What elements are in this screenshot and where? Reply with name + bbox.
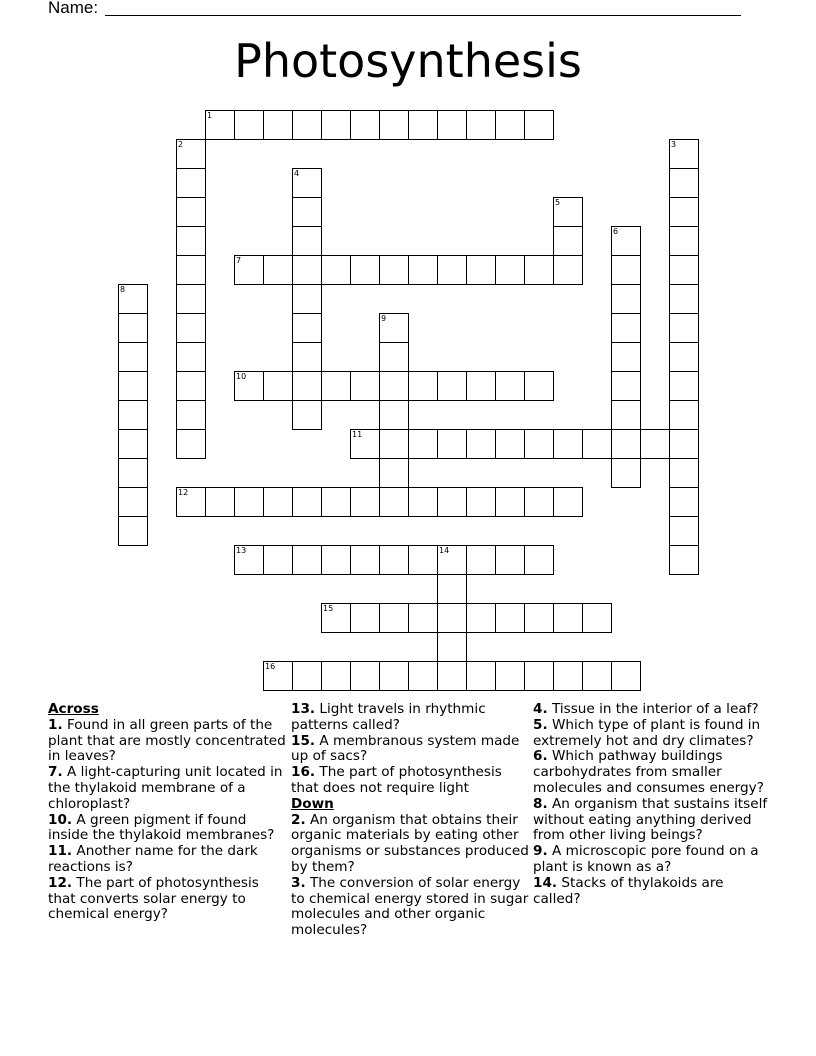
grid-cell[interactable] [669,545,699,575]
clue-across-15 [291,734,531,766]
grid-cell[interactable] [669,516,699,546]
clue-text: A microscopic pore found on a plant is known as a? [533,843,759,875]
grid-cell[interactable] [524,110,554,140]
clue-down-14 [533,876,773,908]
cell-number: 14 [439,546,450,555]
clue-down-8 [533,797,773,844]
grid-cell[interactable] [292,284,322,314]
cell-number: 12 [178,488,189,497]
clue-number: 12. [48,874,73,891]
grid-cell[interactable] [582,603,612,633]
cell-number: 7 [236,256,242,265]
clue-text: Which pathway buildings carbohydrates from smaller molecules and consumes energy? [533,748,764,796]
clue-number: 3. [291,874,306,891]
grid-cell[interactable] [669,371,699,401]
grid-cell[interactable] [176,487,206,517]
grid-cell[interactable] [176,400,206,430]
grid-cell[interactable] [263,661,293,691]
grid-cell[interactable] [669,458,699,488]
clue-down-4 [533,702,773,718]
clue-text: Which type of plant is found in extremely hot and dry climates? [533,716,761,749]
grid-cell[interactable] [437,487,467,517]
grid-cell[interactable] [379,110,409,140]
clue-text: An organism that sustains itself without eating anything derived from other living beings? [533,795,768,844]
clue-down-5 [533,718,773,750]
grid-cell[interactable] [321,661,351,691]
grid-cell[interactable] [379,371,409,401]
grid-cell[interactable] [466,429,496,459]
clue-text: An organism that obtains their organic materials by eating other organisms or substances produced by them? [291,811,529,875]
grid-cell[interactable] [466,255,496,285]
grid-cell[interactable] [495,371,525,401]
grid-cell[interactable] [234,371,264,401]
grid-cell[interactable] [495,603,525,633]
cell-number: 8 [120,285,126,294]
cell-number: 6 [613,227,619,236]
grid-cell[interactable] [669,313,699,343]
grid-cell[interactable] [611,313,641,343]
clue-text: Light travels in rhythmic patterns called? [291,701,486,733]
grid-cell[interactable] [176,168,206,198]
clue-text: Tissue in the interior of a leaf? [551,701,759,717]
grid-cell[interactable] [437,574,467,604]
grid-cell[interactable] [495,487,525,517]
grid-cell[interactable] [234,255,264,285]
clue-text: Stacks of thylakoids are called? [533,874,724,907]
grid-cell[interactable] [292,487,322,517]
grid-cell[interactable] [669,429,699,459]
clue-number: 7. [48,764,63,781]
grid-cell[interactable] [379,255,409,285]
grid-cell[interactable] [379,342,409,372]
grid-cell[interactable] [350,371,380,401]
clue-text: The part of photosynthesis that converts solar energy to chemical energy? [48,874,259,923]
grid-cell[interactable] [669,139,699,169]
grid-cell[interactable] [524,545,554,575]
clue-across-10 [48,813,288,845]
grid-cell[interactable] [379,313,409,343]
cell-number: 5 [555,198,561,207]
grid-cell[interactable] [350,429,380,459]
grid-cell[interactable] [466,371,496,401]
grid-cell[interactable] [611,371,641,401]
grid-cell[interactable] [408,487,438,517]
grid-cell[interactable] [611,458,641,488]
grid-cell[interactable] [495,110,525,140]
clue-column-1 [48,702,288,923]
grid-cell[interactable] [640,429,670,459]
grid-cell[interactable] [611,255,641,285]
grid-cell[interactable] [553,226,583,256]
grid-cell[interactable] [408,371,438,401]
grid-cell[interactable] [321,487,351,517]
grid-cell[interactable] [669,168,699,198]
cell-number: 2 [178,140,184,149]
grid-cell[interactable] [321,255,351,285]
grid-cell[interactable] [176,284,206,314]
clue-number: 14. [533,874,558,891]
grid-cell[interactable] [408,255,438,285]
grid-cell[interactable] [524,661,554,691]
clue-number: 8. [533,795,548,812]
clue-number: 6. [533,748,548,765]
grid-cell[interactable] [553,429,583,459]
grid-cell[interactable] [292,342,322,372]
grid-cell[interactable] [495,661,525,691]
grid-cell[interactable] [118,458,148,488]
grid-cell[interactable] [118,429,148,459]
grid-cell[interactable] [553,255,583,285]
cell-number: 15 [323,604,334,613]
grid-cell[interactable] [437,255,467,285]
clue-down-9 [533,844,773,876]
grid-cell[interactable] [118,487,148,517]
grid-cell[interactable] [553,487,583,517]
grid-cell[interactable] [408,603,438,633]
grid-cell[interactable] [379,429,409,459]
grid-cell[interactable] [118,313,148,343]
grid-cell[interactable] [205,487,235,517]
clue-text: Found in all green parts of the plant that are mostly concentrated in leaves? [48,716,286,765]
clue-number: 9. [533,843,548,860]
grid-cell[interactable] [437,429,467,459]
grid-cell[interactable] [263,255,293,285]
grid-cell[interactable] [611,342,641,372]
grid-cell[interactable] [553,661,583,691]
grid-cell[interactable] [176,429,206,459]
grid-cell[interactable] [263,110,293,140]
grid-cell[interactable] [437,661,467,691]
down-heading: Down [291,795,334,812]
clue-number: 2. [291,811,306,828]
grid-cell[interactable] [292,168,322,198]
clue-across-16 [291,765,531,797]
grid-cell[interactable] [292,400,322,430]
grid-cell[interactable] [350,255,380,285]
grid-cell[interactable] [495,255,525,285]
grid-cell[interactable] [292,110,322,140]
grid-cell[interactable] [234,487,264,517]
grid-cell[interactable] [292,255,322,285]
cell-number: 10 [236,372,247,381]
grid-cell[interactable] [118,516,148,546]
cell-number: 13 [236,546,247,555]
clue-column-2 [291,702,531,939]
grid-cell[interactable] [321,371,351,401]
grid-cell[interactable] [669,197,699,227]
clue-text: A light-capturing unit located in the thylakoid membrane of a chloroplast? [48,764,283,812]
grid-cell[interactable] [350,487,380,517]
grid-cell[interactable] [118,284,148,314]
name-label: Name: [48,0,99,17]
grid-cell[interactable] [350,545,380,575]
grid-cell[interactable] [292,313,322,343]
grid-cell[interactable] [495,545,525,575]
grid-cell[interactable] [408,661,438,691]
grid-cell[interactable] [176,226,206,256]
cell-number: 1 [207,111,213,120]
clue-text: The part of photosynthesis that does not require light [291,764,502,796]
grid-cell[interactable] [611,429,641,459]
clue-text: A green pigment if found inside the thylakoid membranes? [48,811,275,844]
grid-cell[interactable] [669,284,699,314]
grid-cell[interactable] [321,110,351,140]
grid-cell[interactable] [263,545,293,575]
cell-number: 9 [381,314,387,323]
page-title: Photosynthesis [234,34,582,88]
grid-cell[interactable] [118,371,148,401]
grid-cell[interactable] [292,371,322,401]
grid-cell[interactable] [379,487,409,517]
grid-cell[interactable] [176,313,206,343]
grid-cell[interactable] [379,400,409,430]
clue-across-1 [48,718,288,765]
grid-cell[interactable] [379,545,409,575]
grid-cell[interactable] [176,342,206,372]
grid-cell[interactable] [495,429,525,459]
clue-down-6 [533,749,773,796]
clue-number: 1. [48,716,63,733]
grid-cell[interactable] [669,487,699,517]
grid-cell[interactable] [553,603,583,633]
grid-cell[interactable] [553,197,583,227]
grid-cell[interactable] [350,110,380,140]
grid-cell[interactable] [176,255,206,285]
grid-cell[interactable] [292,226,322,256]
grid-cell[interactable] [176,197,206,227]
grid-cell[interactable] [524,429,554,459]
grid-cell[interactable] [524,603,554,633]
grid-cell[interactable] [669,255,699,285]
clue-number: 15. [291,732,316,749]
clue-number: 10. [48,811,73,828]
grid-cell[interactable] [321,545,351,575]
clue-number: 11. [48,843,73,860]
clue-number: 5. [533,716,548,733]
grid-cell[interactable] [466,545,496,575]
grid-cell[interactable] [379,458,409,488]
grid-cell[interactable] [408,545,438,575]
grid-cell[interactable] [524,371,554,401]
grid-cell[interactable] [379,603,409,633]
grid-cell[interactable] [437,632,467,662]
grid-cell[interactable] [437,603,467,633]
clue-text: Another name for the dark reactions is? [48,843,258,875]
grid-cell[interactable] [582,661,612,691]
clue-number: 4. [533,701,548,717]
grid-cell[interactable] [234,545,264,575]
grid-cell[interactable] [379,661,409,691]
cell-number: 3 [671,140,677,149]
clue-text: A membranous system made up of sacs? [291,732,520,765]
grid-cell[interactable] [466,603,496,633]
grid-cell[interactable] [321,603,351,633]
grid-cell[interactable] [350,603,380,633]
grid-cell[interactable] [176,371,206,401]
grid-cell[interactable] [611,400,641,430]
grid-cell[interactable] [582,429,612,459]
grid-cell[interactable] [437,110,467,140]
clue-down-2 [291,813,531,876]
grid-cell[interactable] [524,487,554,517]
grid-cell[interactable] [205,110,235,140]
clue-across-11 [48,844,288,876]
grid-cell[interactable] [669,226,699,256]
clue-column-3 [533,702,773,907]
clue-down-3 [291,876,531,939]
grid-cell[interactable] [263,487,293,517]
clue-across-12 [48,876,288,923]
grid-cell[interactable] [669,400,699,430]
cell-number: 4 [294,169,300,178]
grid-cell[interactable] [292,661,322,691]
grid-cell[interactable] [466,487,496,517]
grid-cell[interactable] [611,226,641,256]
clue-number: 13. [291,701,316,717]
grid-cell[interactable] [466,110,496,140]
grid-cell[interactable] [611,661,641,691]
grid-cell[interactable] [118,342,148,372]
grid-cell[interactable] [408,429,438,459]
grid-cell[interactable] [466,661,496,691]
grid-cell[interactable] [669,342,699,372]
grid-cell[interactable] [234,110,264,140]
grid-cell[interactable] [292,197,322,227]
grid-cell[interactable] [437,545,467,575]
cell-number: 11 [352,430,363,439]
grid-cell[interactable] [408,110,438,140]
cell-number: 16 [265,662,276,671]
clue-text: The conversion of solar energy to chemical energy stored in sugar molecules and other organic molecules? [291,874,529,939]
grid-cell[interactable] [176,139,206,169]
clue-across-13 [291,702,531,734]
clue-number: 16. [291,764,316,781]
grid-cell[interactable] [292,545,322,575]
grid-cell[interactable] [118,400,148,430]
grid-cell[interactable] [350,661,380,691]
across-heading: Across [48,701,99,717]
grid-cell[interactable] [263,371,293,401]
grid-cell[interactable] [437,371,467,401]
grid-cell[interactable] [524,255,554,285]
grid-cell[interactable] [611,284,641,314]
clue-across-7 [48,765,288,812]
